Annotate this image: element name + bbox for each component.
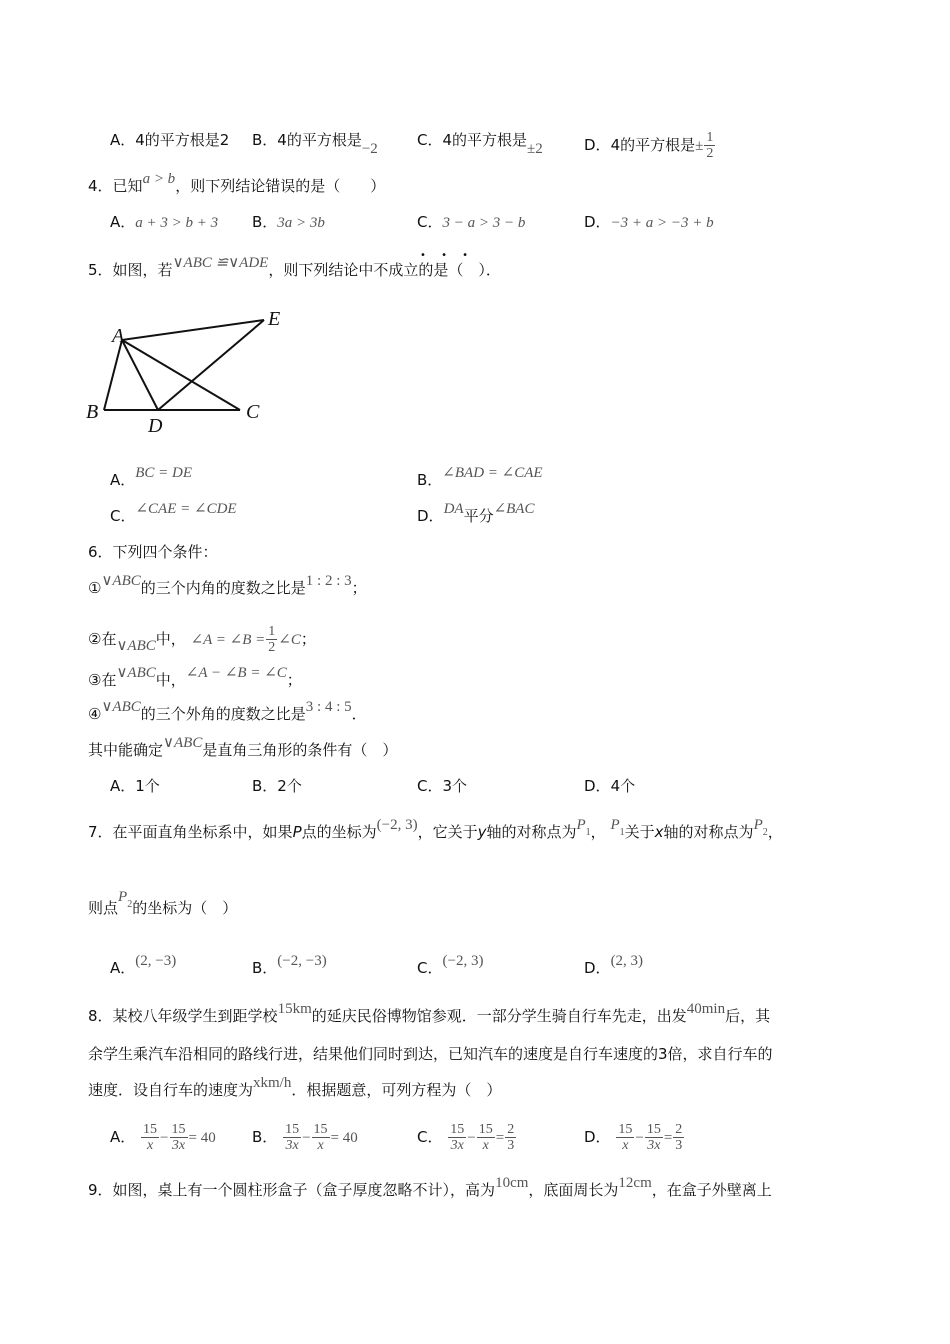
math-operator: − <box>302 1130 311 1146</box>
triangle-figure <box>80 300 300 440</box>
option-math: (2, −3) <box>135 953 177 969</box>
condition-marker: ④ <box>88 705 102 723</box>
question-text: 的延庆民俗博物馆参观．一部分学生骑自行车先走，出发 <box>311 1007 687 1025</box>
q6-option-a <box>110 776 160 796</box>
option-label: B． <box>252 1128 278 1146</box>
question-text: ，它关于 <box>417 823 478 841</box>
condition-text: ； <box>351 579 367 597</box>
fraction-denominator: x <box>146 1138 154 1153</box>
option-text: 1个 <box>135 777 160 795</box>
math-operator: = 40 <box>188 1130 216 1146</box>
condition-math: 1 : 2 : 3 <box>305 573 352 589</box>
option-label: C． <box>417 777 443 795</box>
option-math: ∠CAE = ∠CDE <box>135 501 237 517</box>
option-label: A． <box>110 959 136 977</box>
fraction <box>266 624 277 655</box>
fraction-denominator: 3x <box>285 1138 299 1153</box>
option-math: 3a > 3b <box>277 215 325 231</box>
question-math: 12cm <box>618 1175 652 1191</box>
fraction-numerator: 2 <box>675 1122 683 1137</box>
option-math: ∠BAC <box>493 501 535 517</box>
q6-condition-3 <box>88 665 302 691</box>
fraction-denominator: 3 <box>507 1138 515 1153</box>
condition-math: ∠A − ∠B = ∠C <box>185 665 287 681</box>
question-text: 在平面直角坐标系中，如果 <box>112 823 293 841</box>
vertex-label-a: A <box>112 325 125 347</box>
q6-condition-2 <box>88 624 316 655</box>
q8-stem-line2 <box>88 1044 773 1064</box>
option-math: (−2, −3) <box>277 953 327 969</box>
fraction-denominator: 3 <box>675 1138 683 1153</box>
condition-text: ． <box>351 705 367 723</box>
option-math: DA <box>443 501 464 517</box>
question-text: 的坐标为（ ） <box>132 899 238 917</box>
question-text: ．根据题意，可列方程为（ ） <box>291 1081 502 1099</box>
option-label: D． <box>417 507 444 525</box>
emphasis-text: 不成立 <box>373 261 419 279</box>
fraction <box>283 1122 301 1153</box>
option-text: 平分 <box>463 507 494 525</box>
condition-text: 的三个内角的度数之比是 <box>140 579 306 597</box>
fraction-denominator: 3x <box>647 1138 661 1153</box>
fraction-numerator: 1 <box>706 130 714 145</box>
option-label: A． <box>110 471 136 489</box>
question-math: y <box>477 823 487 841</box>
q7-option-c <box>417 953 484 979</box>
option-label: A． <box>110 131 136 149</box>
q6-question <box>88 735 398 761</box>
option-label: C． <box>417 131 443 149</box>
fraction-denominator: 3x <box>450 1138 464 1153</box>
fraction-numerator: 15 <box>285 1122 300 1137</box>
option-math: ±2 <box>527 141 543 157</box>
q3-option-c <box>417 130 543 157</box>
question-text: 某校八年级学生到距学校 <box>112 1007 278 1025</box>
option-label: A． <box>110 213 136 231</box>
option-text: 4的平方根是 <box>442 131 528 149</box>
question-text: ，底面周长为 <box>528 1181 619 1199</box>
fraction <box>170 1122 188 1153</box>
q4-option-c <box>417 212 525 233</box>
condition-text: ； <box>300 630 316 648</box>
fraction-denominator: 2 <box>268 640 276 655</box>
option-label: A． <box>110 777 136 795</box>
question-number: 5． <box>88 261 113 279</box>
fraction <box>448 1122 466 1153</box>
math-subscript: 2 <box>127 899 133 910</box>
q6-option-b <box>252 776 302 796</box>
fraction-denominator: 3x <box>171 1138 186 1153</box>
question-text: ，在盒子外壁离上 <box>651 1181 772 1199</box>
q3-option-d <box>584 130 716 161</box>
condition-marker: ① <box>88 579 102 597</box>
question-text: 余学生乘汽车沿相同的路线行进，结果他们同时到达，已知汽车的速度是自行车速度的3倍，求自行车的 <box>88 1045 773 1063</box>
question-text: 点的坐标为 <box>301 823 377 841</box>
question-text: 轴的对称点为 <box>663 823 754 841</box>
vertex-label-d: D <box>148 415 163 437</box>
q6-stem <box>88 542 218 562</box>
vertex-label-c: C <box>246 401 260 423</box>
question-math: (−2, 3) <box>376 817 418 833</box>
q5-option-d <box>417 501 535 527</box>
condition-text: 中， <box>155 671 186 689</box>
math-operator: − <box>635 1130 644 1146</box>
emphasis-dots: • • • <box>420 250 475 261</box>
question-math: P <box>118 889 128 905</box>
question-text: 后，其 <box>725 1007 771 1025</box>
condition-text: 中， <box>155 630 186 648</box>
question-text: ，则下列结论错误的是（ ） <box>175 177 386 195</box>
q7-option-d <box>584 953 644 979</box>
condition-math: ∠A = ∠B = <box>190 632 266 648</box>
fraction <box>645 1122 663 1153</box>
question-math: P <box>753 817 763 833</box>
question-math: 40min <box>686 1001 726 1017</box>
question-math: 10cm <box>495 1175 529 1191</box>
question-math: ∨ABC <box>163 735 203 751</box>
fraction-denominator: x <box>482 1138 489 1153</box>
fraction-denominator: x <box>622 1138 629 1153</box>
option-text: 2个 <box>277 777 302 795</box>
question-math: ∨ABC ≌∨ADE <box>172 255 269 271</box>
math-operator: − <box>160 1130 169 1146</box>
q9-stem <box>88 1175 772 1201</box>
fraction <box>505 1122 516 1153</box>
vertex-label-e: E <box>268 308 281 330</box>
option-label: C． <box>417 213 443 231</box>
question-math: xkm/h <box>253 1075 292 1091</box>
question-number: 8． <box>88 1007 113 1025</box>
option-math: 3 − a > 3 − b <box>442 215 526 231</box>
option-math: −2 <box>361 141 378 157</box>
q8-stem-line1 <box>88 1001 771 1027</box>
question-math: P <box>610 817 620 833</box>
option-text: 4的平方根是 <box>277 131 362 149</box>
option-math: (2, 3) <box>610 953 644 969</box>
question-text: 则点 <box>88 899 119 917</box>
option-label: B． <box>252 213 278 231</box>
question-text: 如图，若 <box>112 261 173 279</box>
q8-option-c <box>417 1122 517 1153</box>
option-label: B． <box>417 471 443 489</box>
option-label: B． <box>252 777 278 795</box>
math-operator: = <box>663 1130 673 1146</box>
q4-option-b <box>252 212 325 233</box>
segment-ab <box>104 340 122 410</box>
question-text: 已知 <box>112 177 143 195</box>
q6-option-c <box>417 776 467 796</box>
question-text: 速度．设自行车的速度为 <box>88 1081 254 1099</box>
fraction <box>141 1122 159 1153</box>
question-text: ，则下列结论中 <box>268 261 374 279</box>
q4-option-a <box>110 212 218 233</box>
fraction-numerator: 15 <box>450 1122 465 1137</box>
math-operator: = 40 <box>330 1130 358 1146</box>
q5-option-c <box>110 501 237 527</box>
math-operator: − <box>467 1130 476 1146</box>
option-label: B． <box>252 959 278 977</box>
option-label: D． <box>584 136 611 154</box>
question-text: 轴的对称点为 <box>486 823 577 841</box>
fraction <box>704 130 715 161</box>
question-text: 下列四个条件： <box>112 543 218 561</box>
option-math: (−2, 3) <box>442 953 484 969</box>
math-subscript: 1 <box>619 827 625 838</box>
option-math: ∠BAD = ∠CAE <box>442 465 543 481</box>
question-number: 6． <box>88 543 113 561</box>
fraction-denominator: 2 <box>706 146 714 161</box>
q5-stem <box>88 255 501 281</box>
fraction-numerator: 2 <box>507 1122 515 1137</box>
q4-stem <box>88 171 386 197</box>
question-number: 7． <box>88 823 113 841</box>
vertex-label-b: B <box>86 401 99 423</box>
condition-math: 3 : 4 : 5 <box>305 699 352 715</box>
option-text: 4的平方根是 <box>610 136 696 154</box>
option-label: D． <box>584 1128 611 1146</box>
option-math: ± <box>695 138 704 154</box>
option-label: D． <box>584 959 611 977</box>
q8-option-b <box>252 1122 358 1153</box>
fraction <box>312 1122 330 1153</box>
fraction-denominator: x <box>317 1138 324 1153</box>
q4-option-d <box>584 212 714 233</box>
condition-math: ∠C <box>278 632 301 648</box>
option-label: C． <box>417 1128 443 1146</box>
condition-text: 的三个外角的度数之比是 <box>140 705 306 723</box>
fraction <box>616 1122 634 1153</box>
question-text: 关于 <box>624 823 655 841</box>
q7-stem-line2 <box>88 889 238 921</box>
fraction <box>477 1122 495 1153</box>
option-label: C． <box>110 507 136 525</box>
fraction-numerator: 15 <box>618 1122 633 1137</box>
option-math: BC = DE <box>135 465 193 481</box>
option-math: a + 3 > b + 3 <box>135 215 219 231</box>
question-text: 如图，桌上有一个圆柱形盒子（盒子厚度忽略不计），高为 <box>112 1181 496 1199</box>
q5-option-a <box>110 465 193 491</box>
q5-option-b <box>417 465 543 491</box>
q6-option-d <box>584 776 635 796</box>
fraction-numerator: 15 <box>478 1122 493 1137</box>
question-text: 是直角三角形的条件有（ ） <box>202 741 398 759</box>
option-label: D． <box>584 777 611 795</box>
question-math: 15km <box>277 1001 312 1017</box>
math-subscript: 1 <box>585 827 591 838</box>
option-text: 3个 <box>442 777 468 795</box>
condition-math: ∨ABC <box>101 573 141 589</box>
condition-marker: ②在 <box>88 630 117 648</box>
question-number: 9． <box>88 1181 113 1199</box>
fraction <box>673 1122 684 1153</box>
q6-condition-4 <box>88 699 367 725</box>
q6-condition-1 <box>88 573 367 599</box>
fraction-numerator: 15 <box>143 1122 158 1137</box>
fraction-numerator: 15 <box>171 1122 186 1137</box>
question-text: ， <box>590 823 606 841</box>
condition-marker: ③在 <box>88 671 117 689</box>
question-text: 的是（ ）． <box>418 261 501 279</box>
option-label: A． <box>110 1128 136 1146</box>
fraction-numerator: 1 <box>268 624 276 639</box>
question-text: 其中能确定 <box>88 741 164 759</box>
q8-option-d <box>584 1122 685 1153</box>
q8-option-a <box>110 1122 216 1153</box>
math-operator: = <box>495 1130 505 1146</box>
q3-option-b <box>252 130 378 157</box>
condition-math: ∨ABC <box>116 638 156 654</box>
option-text: 4个 <box>610 777 636 795</box>
q7-stem <box>88 817 783 845</box>
option-label: C． <box>417 959 443 977</box>
q7-option-a <box>110 953 177 979</box>
question-math: P <box>576 817 586 833</box>
question-math: x <box>654 823 664 841</box>
math-subscript: 2 <box>762 827 768 838</box>
question-math: P <box>292 823 302 841</box>
question-text: ， <box>767 823 783 841</box>
q8-stem-line3 <box>88 1075 502 1101</box>
question-math: a > b <box>142 171 176 187</box>
q3-option-a <box>110 130 229 150</box>
option-text: 4的平方根是2 <box>135 131 230 149</box>
fraction-numerator: 15 <box>646 1122 661 1137</box>
condition-text: ； <box>286 671 302 689</box>
fraction-numerator: 15 <box>313 1122 328 1137</box>
question-number: 4． <box>88 177 113 195</box>
option-label: B． <box>252 131 278 149</box>
option-label: D． <box>584 213 611 231</box>
condition-math: ∨ABC <box>116 665 156 681</box>
option-math: −3 + a > −3 + b <box>610 215 714 231</box>
q7-option-b <box>252 953 327 979</box>
condition-math: ∨ABC <box>101 699 141 715</box>
